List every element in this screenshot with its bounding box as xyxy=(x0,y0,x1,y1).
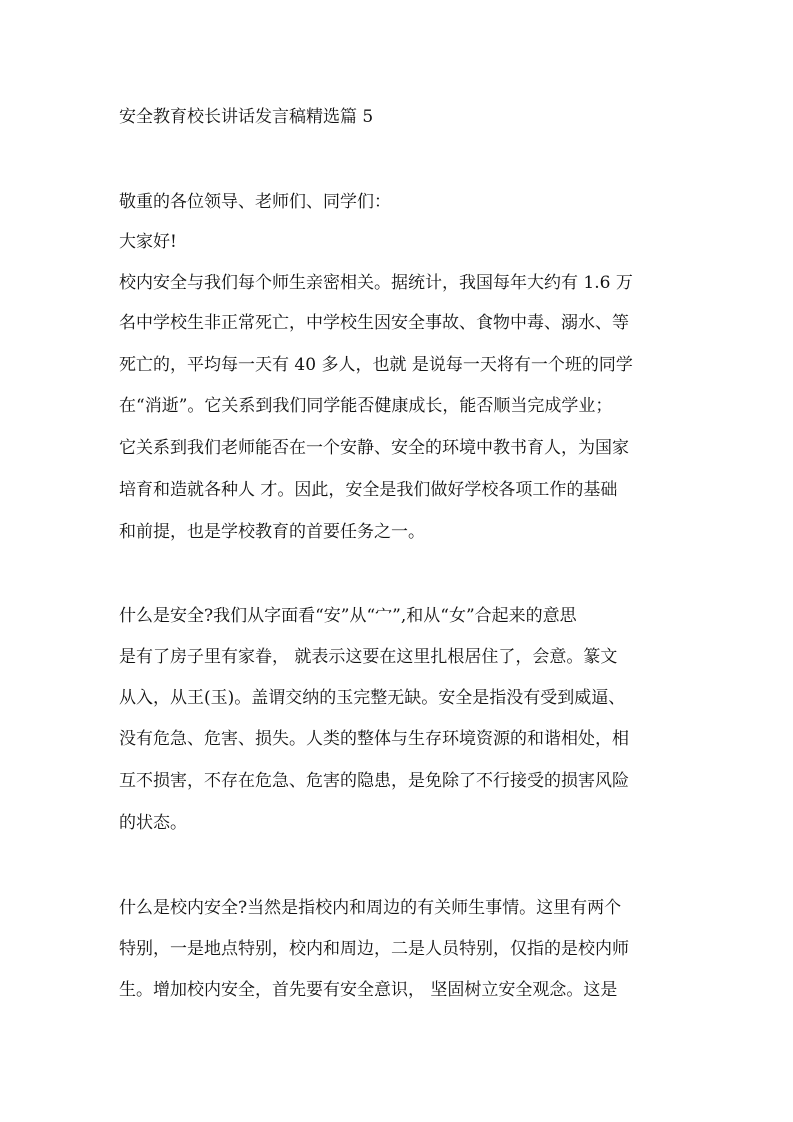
hello-line: 大家好! xyxy=(119,232,177,252)
paragraph-line: 生。增加校内安全，首先要有安全意识， 坚固树立安全观念。这是 xyxy=(119,980,618,1000)
greeting-line: 敬重的各位领导、老师们、同学们： xyxy=(119,192,391,212)
paragraph-line: 在“消逝”。它关系到我们同学能否健康成长，能否顺当完成学业； xyxy=(119,396,613,416)
paragraph-line: 校内安全与我们每个师生亲密相关。据统计，我国每年大约有 1.6 万 xyxy=(119,273,633,293)
paragraph-line: 它关系到我们老师能否在一个安静、安全的环境中教书育人，为国家 xyxy=(119,438,629,458)
paragraph-line: 从入，从王(玉)。盖谓交纳的玉完整无缺。安全是指没有受到威逼、 xyxy=(119,688,626,708)
paragraph-line: 什么是安全?我们从字面看“安”从“宀”,和从“女”合起来的意思 xyxy=(119,606,577,626)
paragraph-line: 没有危急、危害、损失。人类的整体与生存环境资源的和谐相处，相 xyxy=(119,729,629,749)
paragraph-line: 和前提，也是学校教育的首要任务之一。 xyxy=(119,522,425,542)
paragraph-line: 死亡的，平均每一天有 40 多人，也就 是说每一天将有一个班的同学 xyxy=(119,355,633,375)
paragraph-line: 互不损害，不存在危急、危害的隐患，是免除了不行接受的损害风险 xyxy=(119,771,629,791)
paragraph-line: 是有了房子里有家眷， 就表示这要在这里扎根居住了，会意。篆文 xyxy=(119,647,618,667)
paragraph-line: 培育和造就各种人 才。因此，安全是我们做好学校各项工作的基础 xyxy=(119,480,618,500)
paragraph-line: 什么是校内安全?当然是指校内和周边的有关师生事情。这里有两个 xyxy=(119,898,622,918)
paragraph-line: 特别，一是地点特别，校内和周边，二是人员特别，仅指的是校内师 xyxy=(119,939,629,959)
document-title: 安全教育校长讲话发言稿精选篇 5 xyxy=(119,107,374,127)
paragraph-line: 的状态。 xyxy=(119,813,187,833)
paragraph-line: 名中学校生非正常死亡，中学校生因安全事故、食物中毒、溺水、等 xyxy=(119,313,629,333)
